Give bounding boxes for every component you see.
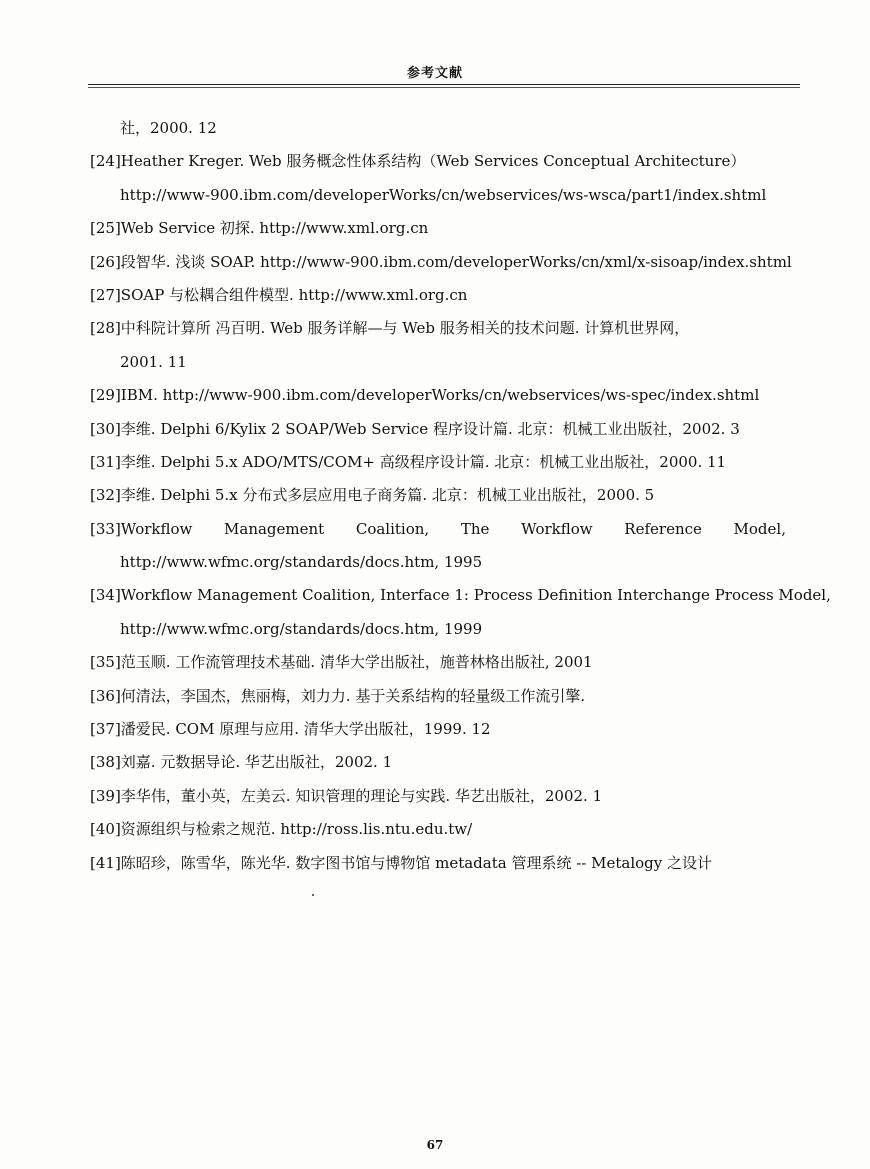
reference-entry (90, 246, 792, 279)
reference-entry (90, 212, 786, 245)
reference-continuation-line: http://www.wfmc.org/standards/docs.htm, 1999 (120, 619, 483, 638)
reference-line: [36]何清法，李国杰，焦丽梅，刘力力. 基于关系结构的轻量级工作流引擎. (90, 686, 586, 705)
reference-entry (90, 847, 786, 880)
reference-line: [28]中科院计算所 冯百明. Web 服务详解—与 Web 服务相关的技术问题. 计算机世界网， (90, 319, 690, 338)
reference-entry (90, 713, 786, 746)
reference-entry (90, 780, 786, 813)
reference-line: [37]潘爱民. COM 原理与应用. 清华大学出版社，1999. 12 (90, 720, 491, 739)
reference-word: Management (224, 519, 325, 538)
header-rule (88, 84, 800, 85)
reference-line: [38]刘嘉. 元数据导论. 华艺出版社，2002. 1 (90, 753, 393, 772)
reference-entry (90, 312, 786, 379)
stray-mark (312, 894, 314, 896)
reference-line: [34]Workflow Management Coalition, Interface 1: Process Definition Interchange Process Model, (90, 586, 831, 605)
reference-line (90, 513, 786, 546)
reference-list (90, 112, 831, 880)
reference-continuation-line: 2001. 11 (120, 352, 187, 371)
reference-line: [35]范玉顺. 工作流管理技术基础. 清华大学出版社，施普林格出版社, 2001 (90, 653, 593, 672)
reference-line: [40]资源组织与检索之规范. http://ross.lis.ntu.edu.tw/ (90, 820, 473, 839)
reference-line: [26]段智华. 浅谈 SOAP. http://www-900.ibm.com/developerWorks/cn/xml/x-sisoap/index.shtml (90, 252, 792, 271)
header-rule-thin (88, 87, 800, 88)
running-header: 参考文献 (406, 66, 463, 81)
reference-line: [25]Web Service 初探. http://www.xml.org.cn (90, 219, 429, 238)
reference-continuation-line: http://www.wfmc.org/standards/docs.htm, 1995 (120, 553, 483, 572)
reference-entry (90, 746, 786, 779)
reference-line: [30]李维. Delphi 6/Kylix 2 SOAP/Web Service 程序设计篇. 北京：机械工业出版社，2002. 3 (90, 419, 740, 438)
reference-word: Model, (733, 519, 786, 538)
reference-entry (90, 279, 786, 312)
reference-line: [41]陈昭珍，陈雪华，陈光华. 数字图书馆与博物馆 metadata 管理系统 -- Metalogy 之设计 (90, 853, 713, 872)
reference-entry (90, 680, 786, 713)
reference-word: Workflow (521, 519, 593, 538)
reference-entry (90, 413, 786, 446)
reference-line: [27]SOAP 与松耦合组件模型. http://www.xml.org.cn (90, 285, 468, 304)
reference-line: [29]IBM. http://www-900.ibm.com/developerWorks/cn/webservices/ws-spec/index.shtml (90, 386, 760, 405)
reference-entry (90, 379, 786, 412)
reference-entry (90, 579, 831, 646)
reference-entry (90, 112, 786, 145)
reference-word: Reference (624, 519, 702, 538)
reference-word: Coalition, (355, 519, 430, 538)
reference-entry (90, 513, 786, 580)
reference-word: [33]Workflow (90, 519, 193, 538)
reference-line: [31]李维. Delphi 5.x ADO/MTS/COM+ 高级程序设计篇. 北京：机械工业出版社，2000. 11 (90, 452, 727, 471)
reference-line: [24]Heather Kreger. Web 服务概念性体系结构（Web Services Conceptual Architecture） (90, 152, 746, 171)
reference-continuation-line: http://www-900.ibm.com/developerWorks/cn/webservices/ws-wsca/part1/index.shtml (120, 185, 767, 204)
reference-entry (90, 813, 786, 846)
reference-entry (90, 479, 786, 512)
reference-word: The (460, 519, 490, 538)
reference-entry (90, 446, 786, 479)
reference-line: 社，2000. 12 (120, 119, 217, 137)
page-number: 67 (426, 1138, 444, 1152)
reference-entry (90, 646, 786, 679)
reference-entry (90, 145, 786, 212)
reference-line: [39]李华伟，董小英，左美云. 知识管理的理论与实践. 华艺出版社，2002. 1 (90, 786, 603, 805)
reference-line: [32]李维. Delphi 5.x 分布式多层应用电子商务篇. 北京：机械工业出版社，2000. 5 (90, 486, 655, 505)
